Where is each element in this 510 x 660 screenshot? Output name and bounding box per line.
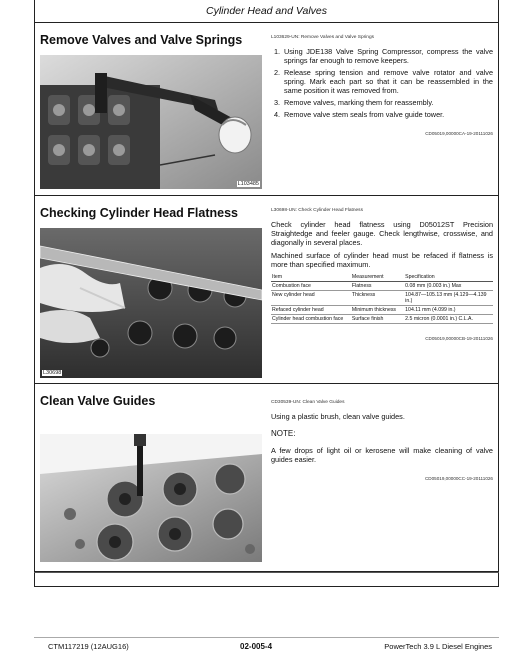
table-header-row: Item Measurement Specification: [271, 273, 493, 282]
document-code: CD05019,00000CA-19-20111026: [425, 131, 493, 136]
section-clean-valve-guides: [34, 384, 499, 572]
figure-reference: L30698-UN: Check Cylinder Head Flatness: [271, 208, 363, 213]
photo-straightedge: [40, 228, 262, 378]
step-list: [271, 47, 493, 119]
instruction-text: Using a plastic brush, clean valve guides.: [271, 412, 405, 421]
instruction-text: Check cylinder head flatness using D05012ST Precision Straightedge and feeler gauge. Check lengthwise, crosswise, and diagonally in several places.: [271, 220, 493, 247]
footer-engine-title: PowerTech 3.9 L Diesel Engines: [384, 642, 492, 651]
table-row: New cylinder head Thickness 104.87—105.13 mm (4.129—4.139 in.): [271, 291, 493, 306]
figure-reference: L103629-UN: Remove Valves and Valve Springs: [271, 35, 375, 40]
document-code: CD05019,00000CC-19-20111026: [424, 476, 493, 481]
table-row: Combustion face Flatness 0.08 mm (0.003 in.) Max: [271, 282, 493, 291]
section-title: Clean Valve Guides: [40, 394, 156, 408]
instruction-text: Machined surface of cylinder head must be refaced if flatness is more than specified maximum.: [271, 251, 493, 269]
footer-page-number: 02-005-4: [240, 642, 273, 651]
section-head-flatness: [34, 196, 499, 384]
photo-label: L30698: [43, 370, 62, 376]
page-header: [34, 0, 499, 23]
list-item: 2. Release spring tension and remove valve rotator and valve spring. Mark each part so that it can be reassembled in the same position it was removed from.: [274, 68, 493, 95]
footer-manual-id: CTM117219 (12AUG16): [48, 642, 129, 651]
header-title: Cylinder Head and Valves: [205, 5, 327, 17]
section-title: Checking Cylinder Head Flatness: [40, 206, 238, 220]
photo-valve-guides: [40, 434, 262, 562]
note-label: NOTE:: [271, 429, 296, 438]
note-text: A few drops of light oil or kerosene will make cleaning of valve guides easier.: [271, 446, 493, 464]
document-code: CD05019,00000CB-19-20111026: [425, 336, 493, 341]
divider: [34, 637, 499, 638]
section-remove-valves: [34, 23, 499, 196]
list-item: 1. Using JDE138 Valve Spring Compressor, compress the valve springs far enough to remove keepers.: [274, 47, 493, 65]
section-text: [271, 206, 493, 343]
list-item: 4. Remove valve stem seals from valve guide tower.: [274, 110, 445, 119]
figure-reference: CD30539-UN: Clean Valve Guides: [271, 400, 345, 405]
photo-valve-spring-compressor: [40, 55, 262, 189]
spec-table: [271, 273, 493, 324]
section-title: Remove Valves and Valve Springs: [40, 33, 243, 47]
section-text: [271, 398, 493, 483]
photo-label: L103485: [237, 181, 259, 187]
section-text: [271, 33, 493, 138]
divider: [34, 572, 499, 573]
table-row: Refaced cylinder head Minimum thickness 104.11 mm (4.099 in.): [271, 306, 493, 315]
list-item: 3. Remove valves, marking them for reassembly.: [274, 98, 434, 107]
table-row: Cylinder head combustion face Surface finish 2.5 micron (0.0001 in.) C.L.A.: [271, 315, 493, 324]
